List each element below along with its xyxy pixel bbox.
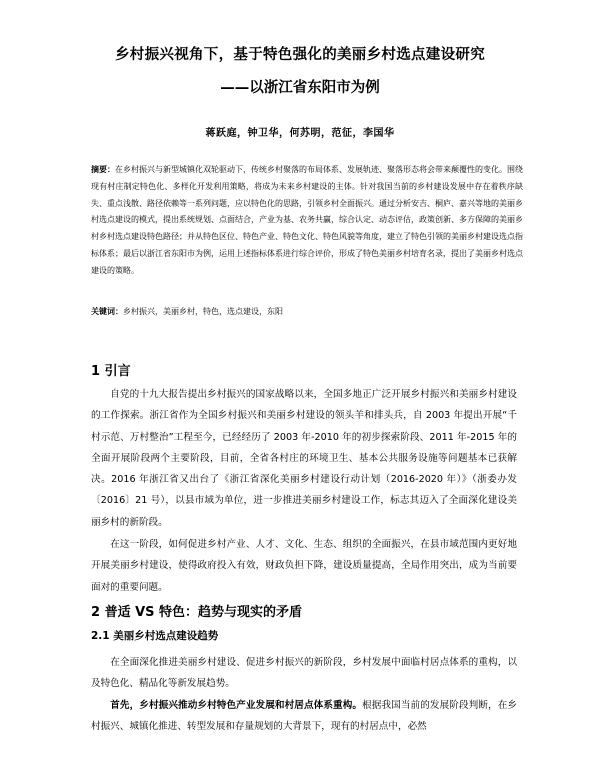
section-2-1-paragraph-1: 在全面深化推进美丽乡村建设、促进乡村振兴的新阶段，乡村发展中面临村居点体系的重构，以及特色化、精品化等新发展趋势。 [91,657,517,690]
paragraph-body: 根据我国当前的发展阶段判断，在乡村振兴、城镇化推进、转型发展和存量规划的大背景下，现有的村居点中，必然 [91,700,518,733]
section-1-paragraph-2: 在这一阶段，如何促进乡村产业、人才、文化、生态、组织的全面振兴，在县市域范围内更好地开展美丽乡村建设，使得政府投入有效，财政负担下降，建设质量提高，全局作用突出，成为当前要面对的重要问题。 [91,539,517,593]
abstract-text: 在乡村振兴与新型城镇化双轮驱动下，传统乡村聚落的布局体系、发展轨迹、聚落形态将会带来颠覆性的变化。围绕现有村庄制定特色化、多样化开发利用策略，将成为未来乡村建设的主体。针对我国当前的乡村建设发展中存在着秩序缺失、重点浅散、路径依赖等一系列问题，应以特色化的思路，引领乡村全面振兴。通过分析安吉、桐庐、嘉兴等地的美丽乡村选点建设的模式，提出系统规划、点面结合，产业为基、农务共赢，综合认定、动态评估，政策创新、多方保障的美丽乡村乡村选点建设特色路径；并从特色区位、特色产业、特色文化、特色风貌等角度，建立了特色引领的美丽乡村建设选点指标体系；最后以浙江省东阳市为例，运用上述指标体系进行综合评价，形成了特色美丽乡村培育名录，提出了美丽乡村选点建设的策略。 [91,165,523,275]
author-list: 蒋跃庭，钟卫华，何苏明，范征，李国华 [205,128,395,139]
paper-title: 乡村振兴视角下，基于特色强化的美丽乡村选点建设研究 [115,47,485,63]
keywords [91,305,523,319]
section-1-heading: 1 引言 [91,364,131,379]
section-1-paragraph-1: 自党的十九大报告提出乡村振兴的国家战略以来，全国多地正广泛开展乡村振兴和美丽乡村建设的工作探索。浙江省作为全国乡村振兴和美丽乡村建设的领头羊和排头兵，自 2003 年提出开展“千村示范、万村整治”工程至今，已经经历了 2003 年-2010 年的初步探索阶段、2011 年-2015 年的全面开展阶段两个主要阶段，目前，全省各村庄的环境卫生、基本公共服务设施等问题基本已获解决。2016 年浙江省又出台了《浙江省深化美丽乡村建设行动计划（2016-2020 年）》（浙委办发〔2016〕21 号），以县市域为单位，进一步推进美丽乡村建设工作，标志其迈入了全面深化建设美丽乡村的新阶段。 [91,389,517,528]
section-2-1-heading: 2.1 美丽乡村选点建设趋势 [91,630,219,642]
keywords-label: 关键词： [91,307,123,316]
section-2-heading: 2 普适 VS 特色：趋势与现实的矛盾 [91,605,303,620]
paper-subtitle: ——以浙江省东阳市为例 [220,80,380,96]
keywords-text: 乡村振兴，美丽乡村，特色，选点建设，东阳 [123,307,283,316]
section-2-1-paragraph-2 [91,695,517,738]
paragraph-lead: 首先，乡村振兴推动乡村特色产业发展和村居点体系重构。 [110,700,363,711]
abstract-label: 摘要： [91,165,115,174]
abstract [91,162,523,280]
